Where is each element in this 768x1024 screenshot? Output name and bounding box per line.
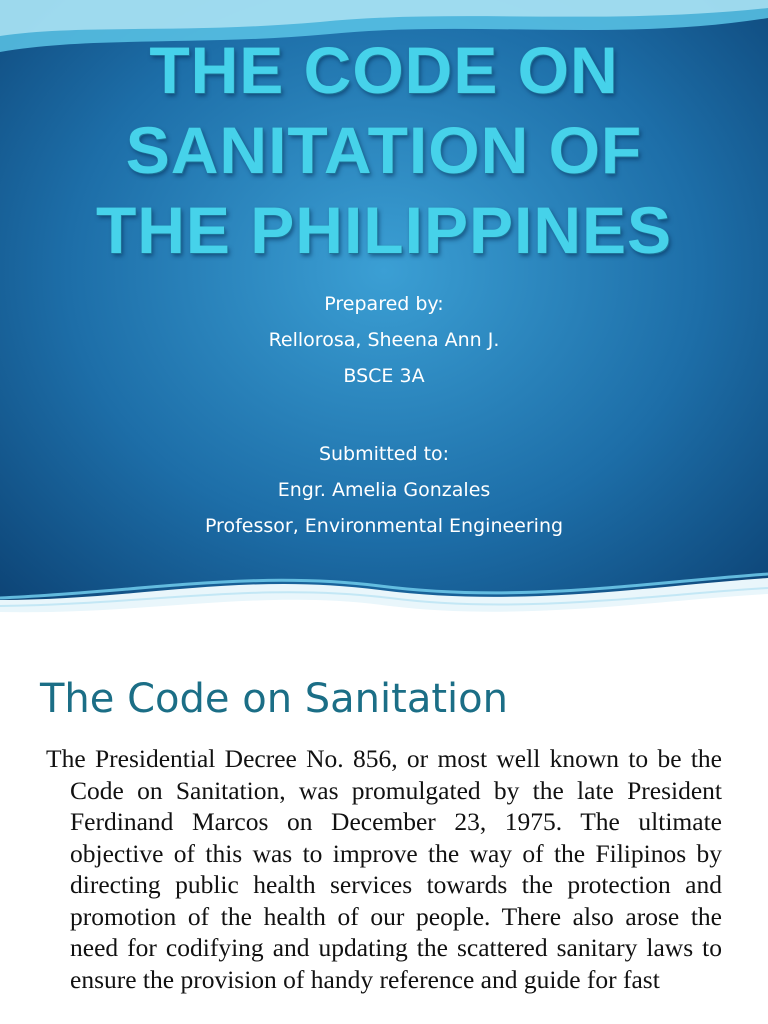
content-body: The Presidential Decree No. 856, or most well known to be the Code on Sanitation, was promulgated by the late President Ferdinand Marcos on December 23, 1975. The ultimate objective of this was to improve the way of the Filipinos by directing public health services towards the protection and promotion of the health of our people. There also arose the need for codifying and updating the scattered sanitary laws to ensure the provision of handy reference and guide for fast <box>46 744 722 994</box>
content-slide <box>0 645 768 1024</box>
title-line-3: THE PHILIPPINES <box>95 193 673 267</box>
slide-title <box>0 30 768 270</box>
submitted-label: Submitted to: <box>318 443 450 465</box>
title-line-1: THE CODE ON <box>149 33 619 107</box>
prepared-label: Prepared by: <box>324 293 444 315</box>
prepared-name: Rellorosa, Sheena Ann J. <box>268 329 500 351</box>
prepared-class: BSCE 3A <box>343 365 425 387</box>
submitted-title: Professor, Environmental Engineering <box>204 515 564 537</box>
credit-spacer <box>0 394 768 436</box>
credits-block <box>0 286 768 544</box>
content-heading: The Code on Sanitation <box>40 676 508 722</box>
submitted-name: Engr. Amelia Gonzales <box>277 479 491 501</box>
title-line-2: SANITATION OF <box>125 113 643 187</box>
